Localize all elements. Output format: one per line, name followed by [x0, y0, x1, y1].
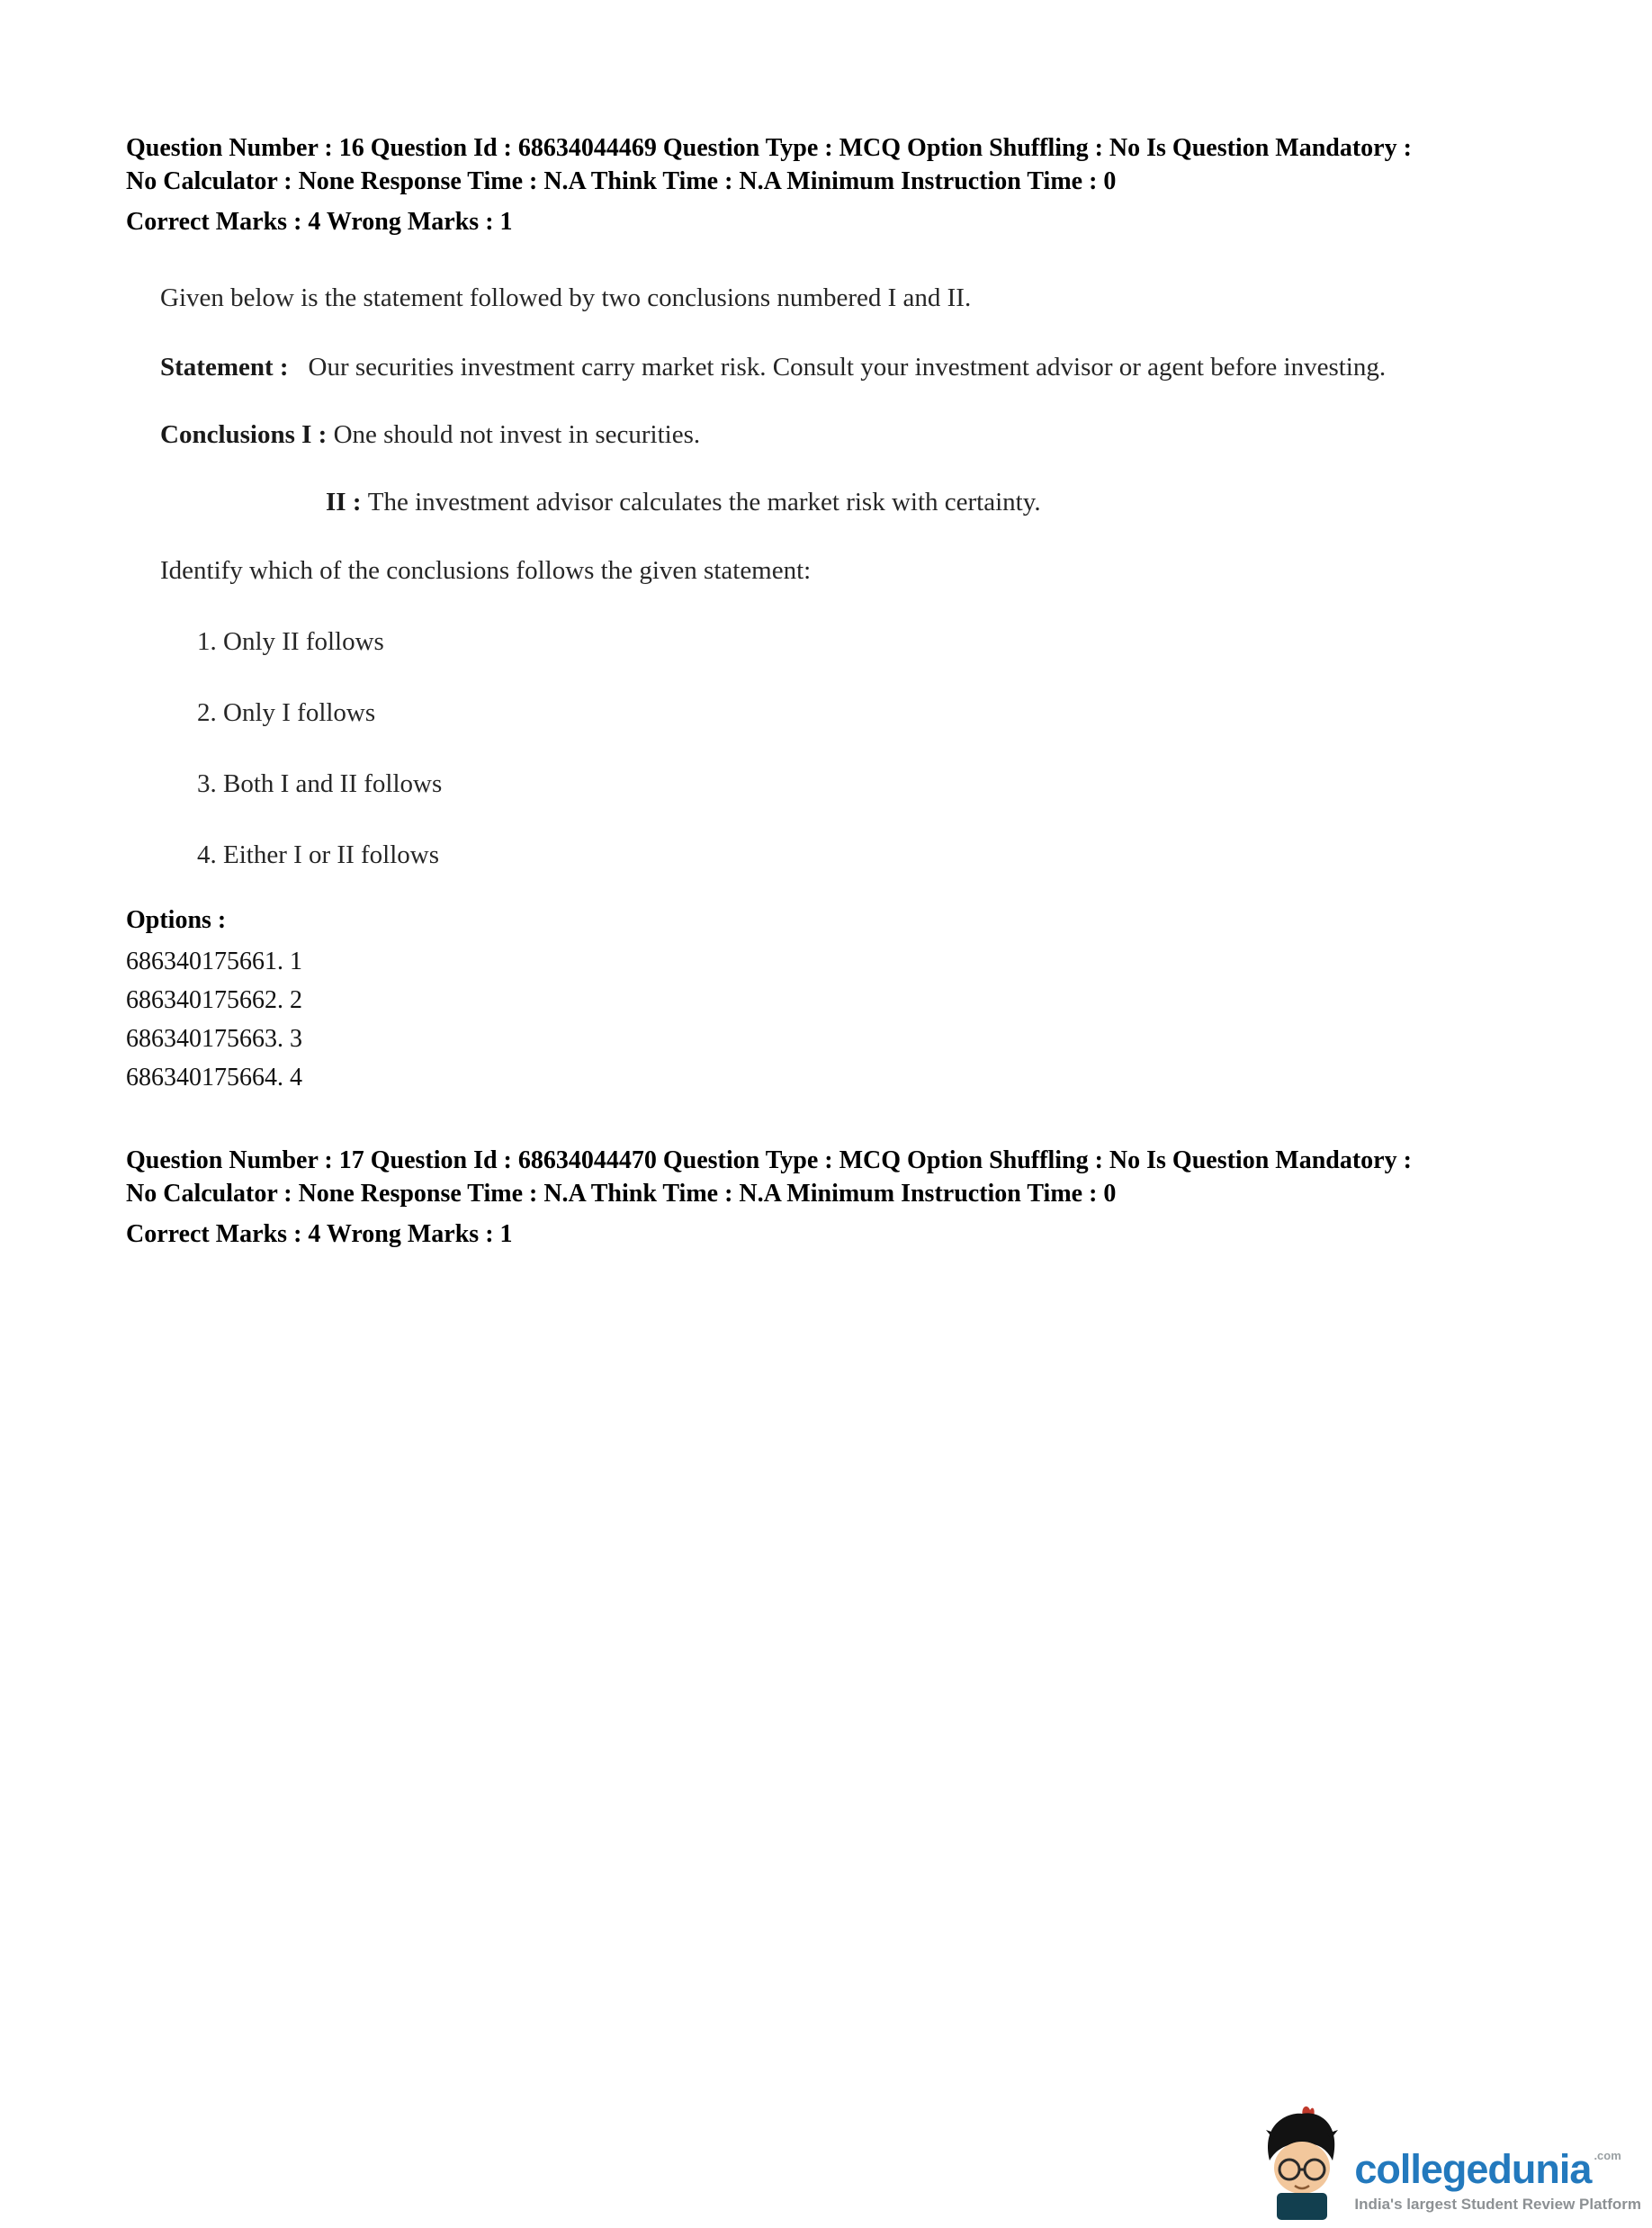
options-list	[126, 942, 1517, 1097]
option-id-item: 686340175663. 3	[126, 1025, 302, 1053]
collegedunia-logo	[1255, 2103, 1641, 2224]
brand-line	[1354, 2146, 1621, 2192]
q16-choice-list	[197, 624, 1508, 874]
option-id-item: 686340175662. 2	[126, 986, 302, 1014]
q16-options-block	[126, 903, 1517, 1097]
option-id-item: 686340175661. 1	[126, 948, 302, 975]
collegedunia-logo-text	[1354, 2146, 1641, 2224]
q17-marks-line: Correct Marks : 4 Wrong Marks : 1	[126, 1220, 513, 1248]
statement-label: Statement :	[160, 353, 289, 382]
choice-item: 2. Only I follows	[197, 698, 376, 727]
q17-meta-line-1: Question Number : 17 Question Id : 68634044470 Question Type : MCQ Option Shuffling : No Is Question Mandatory :	[126, 1146, 1412, 1174]
options-label: Options :	[126, 906, 227, 934]
q16-meta-line-2: No Calculator : None Response Time : N.A Think Time : N.A Minimum Instruction Time : 0	[126, 167, 1117, 195]
conclusion2-text: The investment advisor calculates the market risk with certainty.	[367, 488, 1041, 517]
choice-item: 4. Either I or II follows	[197, 840, 439, 869]
q16-identify-line: Identify which of the conclusions follows the given statement:	[160, 556, 812, 585]
q16-meta-line-1: Question Number : 16 Question Id : 68634044469 Question Type : MCQ Option Shuffling : No Is Question Mandatory :	[126, 134, 1412, 162]
statement-text: Our securities investment carry market risk. Consult your investment advisor or agent before investing.	[308, 353, 1387, 382]
q16-intro-line: Given below is the statement followed by two conclusions numbered I and II.	[160, 283, 972, 312]
conclusion1-label: Conclusions I :	[160, 420, 328, 449]
q16-marks-line: Correct Marks : 4 Wrong Marks : 1	[126, 208, 513, 236]
option-id-item: 686340175664. 4	[126, 1064, 302, 1092]
q16-conclusion1-line	[160, 417, 1508, 454]
conclusion1-text: One should not invest in securities.	[333, 420, 701, 449]
q17-meta-line-2: No Calculator : None Response Time : N.A Think Time : N.A Minimum Instruction Time : 0	[126, 1180, 1117, 1208]
choice-item: 1. Only II follows	[197, 627, 384, 656]
q17-meta-block	[126, 1144, 1517, 1251]
q16-body	[160, 280, 1508, 874]
conclusion2-label: II :	[326, 488, 362, 517]
choice-item: 3. Both I and II follows	[197, 769, 443, 798]
q16-conclusion2-line	[160, 484, 1508, 521]
collegedunia-mascot-icon	[1255, 2103, 1345, 2224]
brand-name: collegedunia	[1354, 2146, 1592, 2192]
q16-statement-line	[160, 349, 1508, 386]
brand-tagline: India's largest Student Review Platform	[1354, 2196, 1641, 2213]
q16-meta-block	[126, 131, 1517, 238]
brand-suffix: .com	[1594, 2149, 1621, 2162]
